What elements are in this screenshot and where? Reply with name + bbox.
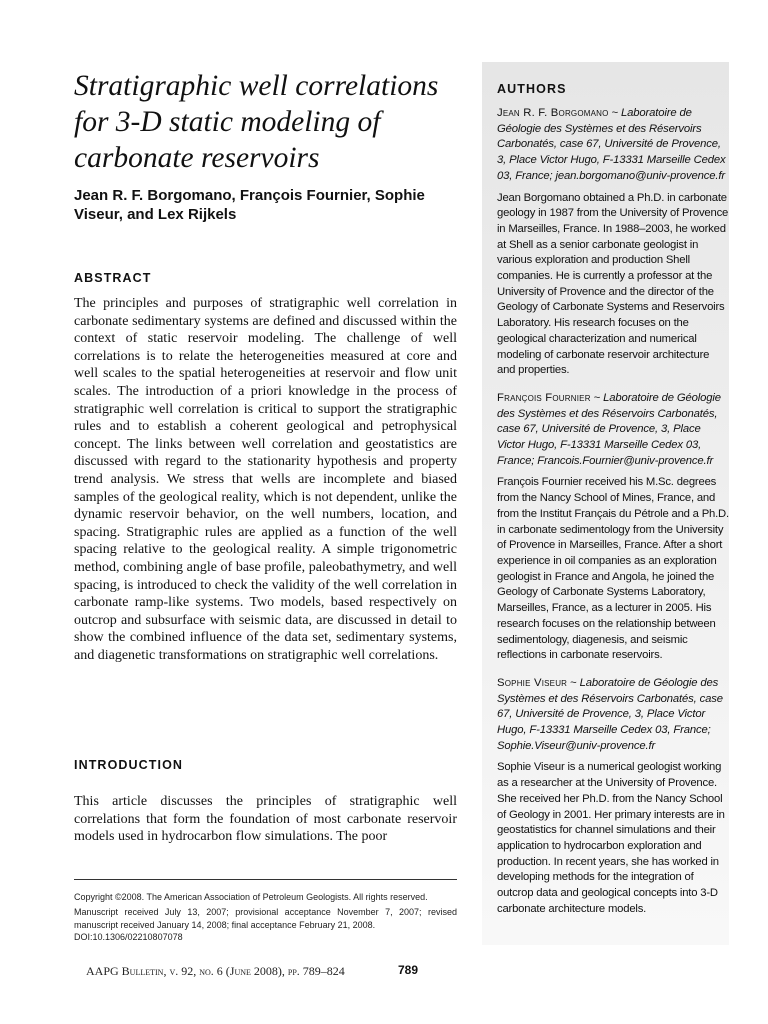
affiliation-address: Laboratoire de Géologie des Systèmes et des Réservoirs Carbonatés, case 67, Université de Provence, 3, Place Victor Hugo, F-13331 Marseille Cedex 03, France; jean.borgomano@univ-provence.fr: [497, 107, 726, 182]
author-name: Jean R. F. Borgomano: [497, 107, 609, 119]
author-bio-text: François Fournier received his M.Sc. degrees from the Nancy School of Mines, France, and from the Institut Français du Pétrole and a Ph.D. in carbonate sedimentology from the University of Provence in Marseilles, France. After a short experience in oil companies as an exploration geologist in France and Angola, he joined the Geology of Carbonate Systems Laboratory, Marseilles, France, as a lecturer in 2005. His research focuses on the relationship between sedimentology, diagenesis, and seismic reflections in carbonate reservoirs.: [497, 476, 729, 662]
author-list: Jean R. F. Borgomano, François Fournier, Sophie Viseur, and Lex Rijkels: [74, 187, 425, 223]
introduction-text: This article discusses the principles of stratigraphic well correlations that form the foundation of most carbonate reservoir models used in hydrocarbon flow simulations. The poor: [74, 794, 457, 845]
author-affiliation: [497, 106, 729, 185]
abstract-heading: ABSTRACT: [74, 271, 152, 285]
copyright-note: Copyright ©2008. The American Association of Petroleum Geologists. All rights reserved.: [74, 892, 428, 902]
separator: ~: [593, 391, 601, 404]
manuscript-dates: Manuscript received July 13, 2007; provisional acceptance November 7, 2007; revised manuscript received January 14, 2008; final acceptance February 21, 2008.: [74, 907, 457, 930]
authors-sidebar: [482, 62, 729, 945]
article-title: Stratigraphic well correlations for 3-D static modeling of carbonate reservoirs: [74, 70, 439, 174]
manuscript-history: [74, 906, 457, 944]
affiliation-address: Laboratoire de Géologie des Systèmes et des Réservoirs Carbonatés, case 67, Université de Provence, 3, Place Victor Hugo, F-13331 Marseille Cedex 03, France; Sophie.Viseur@univ-provence.fr: [497, 676, 723, 752]
journal-citation: [86, 964, 426, 979]
abstract-text: The principles and purposes of stratigraphic well correlation in carbonate sedimentary systems are defined and discussed within the context of static reservoir modeling. The challenge of well correlations is to relate the heterogeneities measured at core and well scales to the spatial heterogeneities at reservoir and flow unit scales. The introduction of a priori knowledge in the process of stratigraphic well correlation is critical to support the stratigraphic rules and to establish a coherent geological and petrophysical concept. The links between well correlation and geostatistics are discussed with regard to the stationarity hypothesis and property trend analysis. We stress that wells are incomplete and biased samples of the geological reality, which is not dependent, unlike the dynamic reservoir behavior, on the well numbers, location, and spacing. Stratigraphic rules are applied as a function of the well spacing relative to the geological reality. A simple trigonometric method, combining angle of base profile, paleobathymetry, and well spacing, is introduced to check the validity of the well correlation in carbonate ramp-like systems. Two models, based respectively on outcrop and subsurface with seismic data, are discussed in detail to show the combined influence of the data set, sedimentary systems, and diagenetic transformations on stratigraphic well correlations.: [74, 296, 457, 663]
author-bios: [497, 106, 729, 929]
author-bio-text: Jean Borgomano obtained a Ph.D. in carbonate geology in 1987 from the University of Provence in Marseilles, France. In 1988–2003, he worked at Shell as a senior carbonate geologist in various exploration and production Shell companies. He is currently a professor at the University of Provence and the director of the Geology of Carbonate Systems and Reservoirs Laboratory. His research focuses on the geological characterization and numerical modeling of carbonate reservoir architecture and properties.: [497, 191, 729, 377]
doi: DOI:10.1306/02210807078: [74, 932, 183, 942]
author-bio: [497, 391, 729, 664]
affiliation-address: Laboratoire de Géologie des Systèmes et des Réservoirs Carbonatés, case 67, Université de Provence, 3, Place Victor Hugo, F-13331 Marseille Cedex 03, France; Francois.Fournier@univ-provence.fr: [497, 391, 721, 467]
introduction-heading: INTRODUCTION: [74, 758, 184, 772]
author-affiliation: [497, 676, 729, 755]
author-name: François Fournier: [497, 391, 591, 404]
author-bio-text: Sophie Viseur is a numerical geologist working as a researcher at the University of Provence. She received her Ph.D. from the Nancy School of Geology in 2001. Her primary interests are in geostatistics for channel simulations and their application to hydrocarbon exploration and production. In recent years, she has worked in developing methods for the integration of outcrop data and geological concepts into 3-D carbonate architecture models.: [497, 761, 725, 915]
separator: ~: [611, 107, 619, 119]
journal-citation-text: AAPG Bulletin, v. 92, no. 6 (June 2008), pp. 789–824: [86, 964, 345, 978]
author-bio: [497, 676, 729, 918]
footnote-divider: [74, 879, 457, 880]
author-bio: [497, 106, 729, 379]
authors-heading: AUTHORS: [497, 82, 567, 96]
author-affiliation: [497, 391, 729, 470]
author-name: Sophie Viseur: [497, 676, 568, 689]
page-number: 789: [398, 963, 419, 977]
separator: ~: [570, 676, 577, 689]
